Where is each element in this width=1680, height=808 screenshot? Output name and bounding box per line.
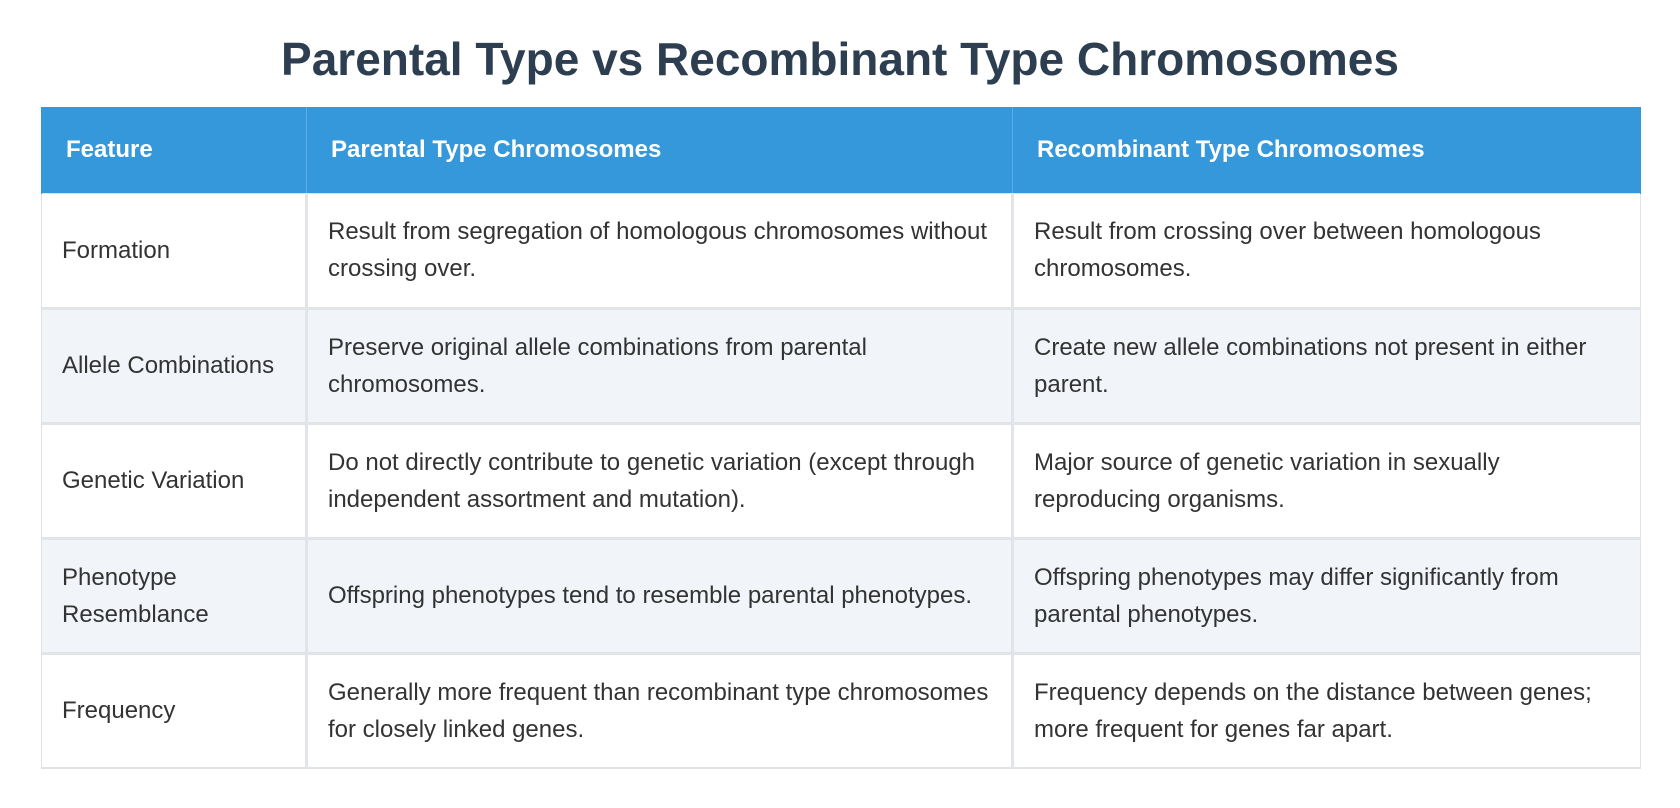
parental-cell: Do not directly contribute to genetic variation (except through independent assortment and mutation). <box>307 423 1013 538</box>
header-feature: Feature <box>42 107 307 193</box>
feature-cell: Genetic Variation <box>42 423 307 538</box>
comparison-table <box>41 107 1641 769</box>
parental-cell: Result from segregation of homologous chromosomes without crossing over. <box>307 193 1013 308</box>
comparison-table-container <box>41 107 1640 769</box>
table-row <box>42 308 1641 423</box>
parental-cell: Preserve original allele combinations from parental chromosomes. <box>307 308 1013 423</box>
feature-cell: Allele Combinations <box>42 308 307 423</box>
table-row <box>42 538 1641 653</box>
recombinant-cell: Major source of genetic variation in sexually reproducing organisms. <box>1013 423 1641 538</box>
table-row <box>42 423 1641 538</box>
feature-cell: Phenotype Resemblance <box>42 538 307 653</box>
header-parental: Parental Type Chromosomes <box>307 107 1013 193</box>
recombinant-cell: Offspring phenotypes may differ significantly from parental phenotypes. <box>1013 538 1641 653</box>
header-row <box>42 107 1641 193</box>
feature-cell: Formation <box>42 193 307 308</box>
recombinant-cell: Result from crossing over between homologous chromosomes. <box>1013 193 1641 308</box>
table-body <box>42 193 1641 768</box>
feature-cell: Frequency <box>42 653 307 768</box>
table-header <box>42 107 1641 193</box>
page-title: Parental Type vs Recombinant Type Chromosomes <box>281 33 1399 85</box>
header-recombinant: Recombinant Type Chromosomes <box>1013 107 1641 193</box>
table-row <box>42 653 1641 768</box>
table-row <box>42 193 1641 308</box>
parental-cell: Offspring phenotypes tend to resemble parental phenotypes. <box>307 538 1013 653</box>
recombinant-cell: Frequency depends on the distance between genes; more frequent for genes far apart. <box>1013 653 1641 768</box>
parental-cell: Generally more frequent than recombinant type chromosomes for closely linked genes. <box>307 653 1013 768</box>
recombinant-cell: Create new allele combinations not present in either parent. <box>1013 308 1641 423</box>
